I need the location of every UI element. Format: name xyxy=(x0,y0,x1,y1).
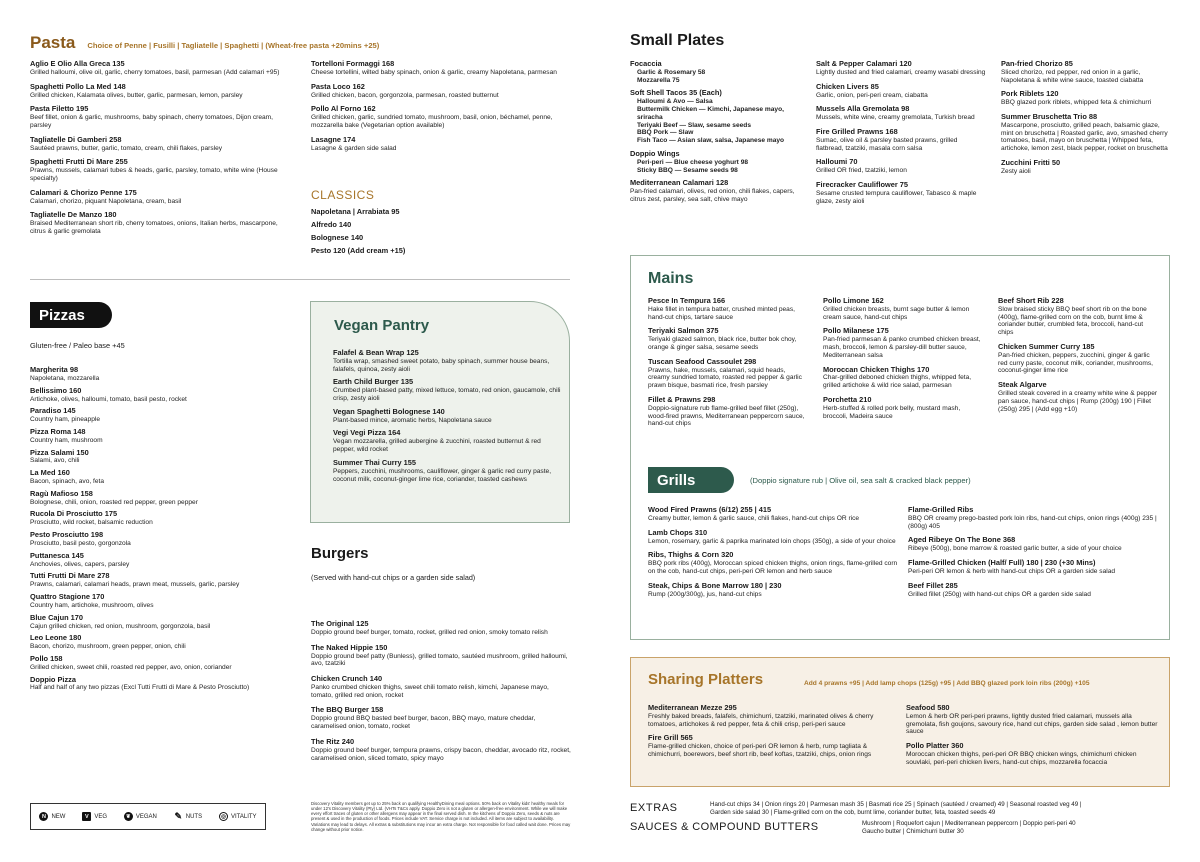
menu-item-name: The BBQ Burger 158 xyxy=(311,705,384,715)
menu-item xyxy=(333,349,561,373)
menu-item-name: Wood Fired Prawns (6/12) 255 | 415 xyxy=(648,505,772,514)
menu-item-name: Flame-Grilled Chicken (Half/ Full) 180 | 230 (+30 Mins) xyxy=(908,558,1096,568)
legend-new: N NEW xyxy=(39,812,65,821)
menu-item xyxy=(630,179,805,203)
menu-item-name: The Naked Hippie 150 xyxy=(311,642,388,652)
menu-item-name: Tuscan Seafood Cassoulet 298 xyxy=(648,356,757,366)
menu-item-name: The Original 125 xyxy=(311,619,369,628)
menu-item xyxy=(311,675,571,699)
menu-item-description: Prawns, mussels, calamari tubes & heads, garlic, parsley, tomato, white wine (House specialty) xyxy=(30,167,278,182)
menu-item xyxy=(30,211,290,235)
menu-item-description: Vegan mozzarella, grilled aubergine & zucchini, roasted butternut & red pepper, wild rocket xyxy=(333,438,541,454)
menu-item xyxy=(311,105,573,129)
menu-item-name: Lasagne 174 xyxy=(311,134,356,144)
menu-item-name: Zucchini Fritti 50 xyxy=(1001,157,1061,167)
menu-item-description: Bolognese, chili, onion, roasted red pepper, green pepper xyxy=(30,498,198,506)
leaf-icon: ❦ xyxy=(124,812,133,821)
menu-item xyxy=(333,459,561,483)
menu-item xyxy=(30,593,290,610)
menu-sub-item: Peri-peri — Blue cheese yoghurt 98 xyxy=(637,158,749,166)
menu-item-description: Sesame crusted tempura cauliflower, Tabasco & maple glaze, zesty aioli xyxy=(816,189,977,205)
vegan-list xyxy=(333,349,561,488)
menu-item xyxy=(1001,159,1171,176)
menu-sub-item: Teriyaki Beef — Slaw, sesame seeds xyxy=(637,121,751,129)
menu-item-name: La Med 160 xyxy=(30,468,70,478)
menu-item-name: Focaccia xyxy=(630,59,662,68)
classics-title: CLASSICS xyxy=(311,188,375,202)
menu-item-name: Pizza Roma 148 xyxy=(30,426,86,436)
menu-item xyxy=(998,297,1158,337)
menu-item xyxy=(311,620,571,637)
menu-sub-item: Garlic & Rosemary 58 xyxy=(637,68,706,76)
menu-item-description: Flame-grilled chicken, choice of peri-peri OR lemon & herb, rump tagliata & chimichurri, boerewors, beef short rib, beef koftas, tzatziki, chips, onion rings xyxy=(648,743,872,759)
grills-title-text: Grills xyxy=(657,471,696,489)
menu-item-name: Pork Riblets 120 xyxy=(1001,89,1059,99)
pasta-right-list xyxy=(311,60,573,158)
menu-item-description: Braised Mediterranean short rib, cherry tomatoes, onions, Italian herbs, mascarpone, citrus & garlic gremolata xyxy=(30,220,278,236)
menu-item-description: Grilled fillet (250g) with hand-cut chips OR a garden side salad xyxy=(908,590,1091,598)
menu-item-description: Teriyaki glazed salmon, black rice, butter bok choy, orange & ginger salsa, sesame seeds xyxy=(648,336,797,352)
menu-item-description: Country ham, artichoke, mushroom, olives xyxy=(30,601,154,609)
menu-item xyxy=(1001,113,1171,153)
menu-item-name: Fillet & Prawns 298 xyxy=(648,394,716,404)
menu-item-description: Napoletana, mozzarella xyxy=(30,374,100,382)
pizzas-title xyxy=(30,302,112,328)
menu-item xyxy=(816,181,986,205)
menu-item-name: Summer Bruschetta Trio 88 xyxy=(1001,112,1098,122)
menu-item-description: Cheese tortellini, wilted baby spinach, onion & garlic, creamy Napoletana, parmesan xyxy=(311,68,557,76)
menu-item-name: Spaghetti Frutti Di Mare 255 xyxy=(30,157,128,167)
menu-item-name: Puttanesca 145 xyxy=(30,550,84,560)
menu-item-description: Salami, avo, chili xyxy=(30,457,80,465)
menu-item-name: Aged Ribeye On The Bone 368 xyxy=(908,535,1016,545)
menu-item-name: Pollo Limone 162 xyxy=(823,296,884,305)
menu-item-name: Pollo 158 xyxy=(30,653,63,663)
grills-col2 xyxy=(908,506,1160,604)
menu-item xyxy=(998,381,1158,413)
menu-item xyxy=(816,60,986,77)
menu-item-description: Grilled chicken breasts, burnt sage butter & lemon cream sauce, hand-cut chips xyxy=(823,305,970,321)
menu-item-description: Lasagne & garden side salad xyxy=(311,144,397,152)
menu-item xyxy=(311,706,571,730)
legend xyxy=(30,803,266,830)
menu-item-description: Cajun grilled chicken, red onion, mushroom, gorgonzola, basil xyxy=(30,622,211,630)
menu-item-description: Prosciutto, basil pesto, gorgonzola xyxy=(30,540,131,547)
grills-title xyxy=(648,467,734,493)
menu-item-description: Bacon, chorizo, mushroom, green pepper, onion, chili xyxy=(30,643,186,651)
legend-veg: V VEG xyxy=(82,812,107,821)
menu-item xyxy=(30,366,290,383)
menu-item-name: Mediterranean Mezze 295 xyxy=(648,703,737,712)
menu-item xyxy=(998,343,1158,375)
menu-item-description: Pan-fried calamari, olives, red onion, chili flakes, capers, citrus zest, parsley, sea salt, chive mayo xyxy=(630,188,795,203)
classics-item: Napoletana | Arrabiata 95 xyxy=(311,207,400,216)
legend-vitality: ◎ VITALITY xyxy=(219,812,257,821)
menu-item-name: Paradiso 145 xyxy=(30,406,76,416)
menu-item-description: Mussels, white wine, creamy gremolata, Turkish bread xyxy=(816,114,975,122)
menu-item-name: Beef Short Rib 228 xyxy=(998,296,1064,305)
menu-item xyxy=(30,387,290,404)
menu-item-description: Moroccan chicken thighs, peri-peri OR BBQ chicken wings, chimichurri chicken souvlaki, peri-peri chicken livers, hand-cut chips, mozzarella focaccia xyxy=(906,751,1137,766)
extras-line2: Garden side salad 30 | Flame-grilled corn on the cob, burnt lime, coriander butter, feta, toasted seeds 49 xyxy=(710,809,996,816)
menu-item-description: Grilled steak covered in a creamy white wine & pepper pan sauce, hand-cut chips | Rump (200g) 190 | Fillet (250g) 295 | (Add egg +10) xyxy=(998,389,1158,413)
menu-item-name: Mediterranean Calamari 128 xyxy=(630,178,729,188)
burger-list xyxy=(311,620,571,769)
menu-item xyxy=(648,327,806,351)
menu-item xyxy=(648,582,898,599)
menu-item-description: Lemon, rosemary, garlic & paprika marinated loin chops (350g), a side of your choice xyxy=(648,537,896,545)
menu-item-description: Plant-based mince, aromatic herbs, Napoletana sauce xyxy=(333,416,492,424)
menu-item-name: The Ritz 240 xyxy=(311,736,355,746)
menu-item xyxy=(30,510,290,527)
menu-item xyxy=(908,582,1160,599)
menu-item-name: Chicken Crunch 140 xyxy=(311,674,383,684)
menu-item xyxy=(816,105,986,122)
sharing-title: Sharing Platters xyxy=(648,671,764,688)
menu-item xyxy=(906,704,1161,736)
menu-sub-item: Sticky BBQ — Sesame seeds 98 xyxy=(637,166,738,174)
small-plates-title: Small Plates xyxy=(630,32,725,49)
menu-item xyxy=(30,614,290,631)
menu-item-name: Ribs, Thighs & Corn 320 xyxy=(648,550,734,560)
menu-item-name: Lamb Chops 310 xyxy=(648,527,708,537)
burgers-title: Burgers xyxy=(311,545,369,562)
menu-item-description: Peri-peri OR lemon & herb with hand-cut chips OR a garden side salad xyxy=(908,567,1116,575)
menu-item-name: Fire Grill 565 xyxy=(648,733,693,743)
menu-item xyxy=(823,396,981,420)
menu-item xyxy=(630,89,805,144)
menu-sub-item: Mozzarella 75 xyxy=(637,76,680,84)
menu-item-name: Margherita 98 xyxy=(30,365,79,374)
menu-item xyxy=(648,551,898,575)
menu-item xyxy=(30,60,290,77)
menu-item-description: Doppio ground BBQ basted beef burger, bacon, BBQ mayo, mature cheddar, caramelised onion, tomato, rocket xyxy=(311,715,536,731)
menu-sub-item: Buttermilk Chicken — Kimchi, Japanese mayo, sriracha xyxy=(637,106,784,121)
menu-item xyxy=(630,150,805,174)
sauces-line2: Gaucho butter | Chimichurri butter 30 xyxy=(862,828,964,835)
menu-item-name: Mussels Alla Gremolata 98 xyxy=(816,104,910,114)
menu-item-name: Firecracker Cauliflower 75 xyxy=(816,179,909,189)
menu-item-name: Beef Fillet 285 xyxy=(908,580,958,590)
menu-item xyxy=(30,105,290,129)
menu-item-name: Chicken Livers 85 xyxy=(816,81,879,91)
menu-item xyxy=(648,506,898,523)
menu-item-name: Teriyaki Salmon 375 xyxy=(648,326,719,336)
menu-item xyxy=(30,655,290,672)
mains-col2 xyxy=(823,297,981,426)
menu-item xyxy=(30,449,290,466)
menu-item-description: Mascarpone, prosciutto, grilled peach, balsamic glaze, mint on bruschetta | Roasted garlic, avo, smashed cherry tomatoes, basil, mayo on bruschetta | Whipped feta, artichoke, lemon zest, black pepper, rocket on bruschetta xyxy=(1001,121,1168,153)
menu-item-description: Doppio-signature rub flame-grilled beef fillet (250g), wood-fired prawns, Mediterranean peppercorn sauce, hand-cut chips xyxy=(648,404,805,428)
pasta-left-list xyxy=(30,60,290,242)
mains-title: Mains xyxy=(648,270,694,287)
menu-item-description: Crumbed plant-based patty, mixed lettuce, tomato, red onion, gaucamole, chili crisp, zesty aioli xyxy=(333,387,561,403)
menu-item-description: Grilled halloumi, olive oil, garlic, cherry tomatoes, basil, parmesan (Add calamari +95) xyxy=(30,68,280,76)
menu-item xyxy=(648,734,898,758)
menu-item xyxy=(311,738,571,762)
extras-title: EXTRAS xyxy=(630,802,678,814)
menu-item xyxy=(648,396,806,428)
sharing-col1 xyxy=(648,704,898,765)
pasta-section xyxy=(30,33,575,53)
menu-item-description: Lightly dusted and fried calamari, creamy wasabi dressing xyxy=(816,68,986,76)
menu-item-description: Sautéed prawns, butter, garlic, tomato, cream, chili flakes, parsley xyxy=(30,144,223,152)
divider xyxy=(30,279,570,280)
menu-item-name: Vegi Vegi Pizza 164 xyxy=(333,428,401,438)
menu-sub-item: Fish Taco — Asian slaw, salsa, Japanese mayo xyxy=(637,137,785,145)
menu-item-description: Hake fillet in tempura batter, crushed minted peas, hand-cut chips, tartare sauce xyxy=(648,305,795,321)
menu-item-description: Country ham, pineapple xyxy=(30,416,101,424)
menu-item-name: Pasta Filetto 195 xyxy=(30,104,89,114)
menu-item xyxy=(908,559,1160,576)
menu-item xyxy=(816,83,986,100)
menu-item-description: Herb-stuffed & rolled pork belly, mustard mash, broccoli, Madeira sauce xyxy=(823,404,961,420)
menu-item xyxy=(30,634,290,651)
menu-item-name: Rucola Di Prosciutto 175 xyxy=(30,509,118,519)
menu-item xyxy=(333,378,561,402)
menu-item-name: Seafood 580 xyxy=(906,703,950,712)
extras-line1: Hand-cut chips 34 | Onion rings 20 | Parmesan mash 35 | Basmati rice 25 | Spinach (sautéed / creamed) 49 | Seasonal roasted veg 49 | xyxy=(710,801,1082,808)
menu-item-description: Grilled chicken, sweet chili, roasted red pepper, avo, onion, coriander xyxy=(30,663,232,671)
menu-item-name: Doppio Pizza xyxy=(30,674,76,684)
menu-item-name: Pollo Milanese 175 xyxy=(823,326,889,336)
menu-item xyxy=(30,83,290,100)
menu-item xyxy=(333,408,561,425)
small-plates-col2 xyxy=(816,60,986,211)
menu-item xyxy=(906,742,1161,766)
menu-item xyxy=(30,572,290,589)
menu-item xyxy=(333,429,561,453)
menu-item-description: Pan-fried chicken, peppers, zucchini, ginger & garlic red curry paste, coconut milk, coriander, mushrooms, coconut-ginger lime rice xyxy=(998,351,1154,375)
new-icon: N xyxy=(39,812,48,821)
menu-item-name: Quattro Stagione 170 xyxy=(30,592,105,602)
menu-sub-item: BBQ Pork — Slaw xyxy=(637,129,694,137)
vegan-pantry-title: Vegan Pantry xyxy=(334,317,430,334)
fineprint: Discovery Vitality members get up to 25% back on qualifying HealthyDining meal options. 50% back on Vitality kids' healthy meals for under 12's Discovery Vitality (Pty) Ltd. (VHTs T&Cs apply. Doppio Zero is not a gluten or allergen-free environment. While we will make every effort traces of gluten or other allergens may appear in the final served dish. In the kitchens of Doppio Zero, seeds & nuts are present & used in the production of foods. Prices include VAT. Service charge is not included. All items are subject to availability. Variations may lead to delays. All extras & substitutions may incur an extra charge. Not responsible for food called wait done. Prices may change without prior notice. xyxy=(311,801,571,832)
menu-item-description: Prosciutto, wild rocket, balsamic reduction xyxy=(30,519,153,527)
pizzas-title-text: Pizzas xyxy=(39,306,85,324)
menu-item-description: Grilled chicken, garlic, sundried tomato, mushroom, basil, onion, béchamel, penne, mozzarella bake (Vegetarian option available) xyxy=(311,114,553,129)
menu-item-description: Half and half of any two pizzas (Excl Tutti Frutti di Mare & Pesto Prosciutto) xyxy=(30,684,250,692)
menu-item-name: Tortelloni Formaggi 168 xyxy=(311,59,395,68)
menu-item-name: Moroccan Chicken Thighs 170 xyxy=(823,364,930,374)
mains-col1 xyxy=(648,297,806,434)
menu-item-description: Artichoke, olives, halloumi, tomato, basil pesto, rocket xyxy=(30,395,187,403)
menu-item-name: Bellissimo 160 xyxy=(30,385,82,395)
menu-item-name: Steak Algarve xyxy=(998,380,1047,390)
menu-item xyxy=(908,536,1160,553)
menu-item-description: Calamari, chorizo, piquant Napoletana, cream, basil xyxy=(30,197,182,205)
menu-item-name: Pesto Prosciutto 198 xyxy=(30,530,104,540)
legend-vegan: ❦ VEGAN xyxy=(124,812,157,821)
menu-item-description: Pan-fried parmesan & panko crumbed chicken breast, mash, broccoli, lemon & parsley-dill butter sauce, Mediterranean salsa xyxy=(823,336,981,359)
menu-item-name: Doppio Wings xyxy=(630,148,680,158)
menu-item xyxy=(30,428,290,445)
menu-item-name: Pizza Salami 150 xyxy=(30,447,89,457)
menu-item-name: Salt & Pepper Calamari 120 xyxy=(816,59,912,68)
legend-nuts: ✎ NUTS xyxy=(174,811,203,821)
small-plates-col3 xyxy=(1001,60,1171,182)
pasta-title: Pasta xyxy=(30,33,76,52)
pasta-subtitle: Choice of Penne | Fusilli | Tagliatelle | Spaghetti | (Wheat-free pasta +20mins +25) xyxy=(87,41,380,50)
menu-item-name: Pollo Platter 360 xyxy=(906,741,964,751)
menu-item-name: Calamari & Chorizo Penne 175 xyxy=(30,187,137,197)
menu-item-description: Peppers, zucchini, mushrooms, cauliflower, ginger & garlic red curry paste, coconut milk, coconut-ginger lime rice, coriander, toasted cashews xyxy=(333,467,552,483)
menu-item xyxy=(908,506,1160,530)
classics-block xyxy=(311,188,573,260)
menu-item-description: Creamy butter, lemon & garlic sauce, chili flakes, hand-cut chips OR rice xyxy=(648,514,860,522)
menu-item-name: Blue Cajun 170 xyxy=(30,612,83,622)
menu-item xyxy=(823,327,981,359)
menu-item-name: Pesce In Tempura 166 xyxy=(648,296,726,305)
menu-item xyxy=(648,358,806,390)
vitality-icon: ◎ xyxy=(219,812,228,821)
menu-item xyxy=(1001,60,1171,84)
menu-item xyxy=(30,552,290,569)
menu-item-description: Bacon, spinach, avo, feta xyxy=(30,478,105,486)
menu-item-name: Pasta Loco 162 xyxy=(311,81,365,91)
menu-item xyxy=(630,60,805,84)
menu-item-description: BBQ OR creamy prego-basted pork loin ribs, hand-cut chips, onion rings (400g) 235 | (800g) 405 xyxy=(908,514,1157,530)
menu-item-description: Char-grilled deboned chicken thighs, whipped feta, grilled artichoke & wild rice salad, parmesan xyxy=(823,374,972,390)
menu-item xyxy=(30,189,290,206)
menu-item xyxy=(30,676,290,693)
menu-item-name: Tutti Frutti Di Mare 278 xyxy=(30,571,110,581)
menu-item-name: Steak, Chips & Bone Marrow 180 | 230 xyxy=(648,580,782,590)
menu-item-name: Halloumi 70 xyxy=(816,157,858,167)
menu-item-description: BBQ pork ribs (400g), Moroccan spiced chicken thighs, onion rings, flame-grilled corn on the cob, hand-cut chips, peri-peri OR lemon and herb sauce xyxy=(648,560,898,575)
menu-item-description: Sumac, olive oil & parsley basted prawns, grilled flatbread, tzatziki, masala corn salsa xyxy=(816,136,958,152)
pizzas-base-note: Gluten-free / Paleo base +45 xyxy=(30,341,125,350)
classics-item: Bolognese 140 xyxy=(311,232,364,242)
menu-item-description: Ribeye (500g), bone marrow & roasted garlic butter, a side of your choice xyxy=(908,545,1122,553)
menu-item xyxy=(30,490,290,507)
menu-item-description: Grilled OR fried, tzatziki, lemon xyxy=(816,167,907,175)
menu-item xyxy=(30,407,290,424)
menu-item xyxy=(30,469,290,486)
menu-item-description: Slow braised sticky BBQ beef short rib on the bone (400g), flame-grilled corn on the cob, burnt lime & coriander butter, crumbled feta, broccoli, hand-cut chips xyxy=(998,305,1147,337)
menu-sub-item: Halloumi & Avo — Salsa xyxy=(637,98,713,106)
menu-item xyxy=(816,128,986,152)
menu-item-name: Pollo Al Forno 162 xyxy=(311,104,376,114)
menu-item-name: Spaghetti Pollo La Med 148 xyxy=(30,81,126,91)
menu-item-description: Grilled chicken, bacon, gorgonzola, parmesan, roasted butternut xyxy=(311,91,499,99)
menu-item xyxy=(311,60,573,77)
menu-item-name: Leo Leone 180 xyxy=(30,633,82,643)
menu-item-description: Sliced chorizo, red pepper, red onion in a garlic, Napoletana & white wine sauce, toasted ciabatta xyxy=(1001,68,1144,84)
menu-item-description: Doppio ground beef patty (Bunless), grilled tomato, sautéed mushroom, grilled halloumi, avo, tzatziki xyxy=(311,652,568,668)
menu-item-name: Fire Grilled Prawns 168 xyxy=(816,126,898,136)
burgers-subtitle: (Served with hand-cut chips or a garden side salad) xyxy=(311,573,476,582)
menu-item-description: Doppio ground beef burger, tomato, rocket, grilled red onion, smoky tomato relish xyxy=(311,628,548,636)
menu-item-description: Prawns, hake, mussels, calamari, squid heads, creamy sundried tomato, roasted red pepper & garlic prawn bisque, basmati rice, fresh parsley xyxy=(648,366,802,390)
menu-item-description: Country ham, mushroom xyxy=(30,436,103,444)
menu-item-description: Prawns, calamari, calamari heads, prawn meat, mussels, garlic, parsley xyxy=(30,581,240,589)
menu-item xyxy=(30,158,290,182)
menu-item-description: BBQ glazed pork riblets, whipped feta & chimichurri xyxy=(1001,99,1152,107)
menu-item-description: Anchovies, olives, capers, parsley xyxy=(30,560,130,568)
classics-item: Alfredo 140 xyxy=(311,219,352,229)
menu-item-name: Tagliatelle Di Gamberi 258 xyxy=(30,134,122,144)
menu-item xyxy=(648,704,898,728)
classics-item: Pesto 120 (Add cream +15) xyxy=(311,245,406,255)
veg-icon: V xyxy=(82,812,91,821)
menu-item xyxy=(823,366,981,390)
menu-item xyxy=(823,297,981,321)
nut-icon: ✎ xyxy=(174,811,183,821)
menu-item-name: Flame-Grilled Ribs xyxy=(908,505,974,514)
menu-item-description: Panko crumbed chicken thighs, sweet chili tomato relish, kimchi, Japanese mayo, tomato, grilled red onion, rocket xyxy=(311,683,549,699)
sauces-title: SAUCES & COMPOUND BUTTERS xyxy=(630,821,819,833)
menu-item-name: Soft Shell Tacos 35 (Each) xyxy=(630,88,722,98)
sauces-line1: Mushroom | Roquefort cajun | Mediterranean peppercorn | Doppio peri-peri 40 xyxy=(862,820,1076,827)
menu-item-name: Summer Thai Curry 155 xyxy=(333,457,416,467)
menu-item xyxy=(311,83,573,100)
menu-item xyxy=(648,297,806,321)
menu-item-name: Porchetta 210 xyxy=(823,394,872,404)
menu-item xyxy=(311,136,573,153)
menu-item xyxy=(1001,90,1171,107)
menu-item-description: Garlic, onion, peri-peri cream, ciabatta xyxy=(816,91,928,99)
menu-item-name: Aglio E Olio Alla Greca 135 xyxy=(30,59,125,68)
menu-item-name: Earth Child Burger 135 xyxy=(333,377,414,387)
sharing-col2 xyxy=(906,704,1161,773)
menu-item xyxy=(30,136,290,153)
menu-item xyxy=(311,644,571,668)
menu-item-description: Zesty aioli xyxy=(1001,167,1031,175)
menu-item-description: Rump (200g/300g), jus, hand-cut chips xyxy=(648,590,762,598)
menu-item xyxy=(648,529,898,546)
menu-item-name: Falafel & Bean Wrap 125 xyxy=(333,348,419,357)
menu-item-description: Grilled chicken, Kalamata olives, butter, garlic, parmesan, lemon, parsley xyxy=(30,91,243,99)
grills-subtitle: (Doppio signature rub | Olive oil, sea salt & cracked black pepper) xyxy=(750,476,971,485)
small-plates-col1 xyxy=(630,60,805,209)
menu-item-description: Tortilla wrap, smashed sweet potato, baby spinach, summer house beans, falafels, quinoa, zesty aioli xyxy=(333,357,550,373)
menu-item-name: Ragù Mafioso 158 xyxy=(30,488,93,498)
menu-item-name: Chicken Summer Curry 185 xyxy=(998,341,1095,351)
menu-item-description: Freshly baked breads, falafels, chimichurri, tzatziki, marinated olives & cherry tomatoes, artichokes & red pepper, feta & chili crisp, peri-peri sauce xyxy=(648,712,874,728)
menu-item-description: Beef fillet, onion & garlic, mushrooms, baby spinach, cherry tomatoes, Dijon cream, parsley xyxy=(30,114,273,129)
menu-item-name: Pan-fried Chorizo 85 xyxy=(1001,59,1073,68)
menu-item-name: Tagliatelle De Manzo 180 xyxy=(30,210,117,220)
mains-col3 xyxy=(998,297,1158,419)
grills-col1 xyxy=(648,506,898,604)
menu-item-description: Lemon & herb OR peri-peri prawns, lightly dusted fried calamari, mussels alla gremolata, fish goujons, savoury rice, hand cut chips, garden side salad , lemon butter sauce xyxy=(906,712,1158,736)
menu-item xyxy=(30,531,290,548)
menu-item-description: Doppio ground beef burger, tempura prawns, crispy bacon, cheddar, avocado ritz, rocket, caramelised onion, sliced tomato, spicy mayo xyxy=(311,746,571,762)
menu-item xyxy=(816,158,986,175)
pizza-list xyxy=(30,366,290,696)
menu-item-name: Vegan Spaghetti Bolognese 140 xyxy=(333,406,445,416)
sharing-addons: Add 4 prawns +95 | Add lamp chops (125g) +95 | Add BBQ glazed pork loin ribs (200g) +105 xyxy=(804,680,1090,687)
